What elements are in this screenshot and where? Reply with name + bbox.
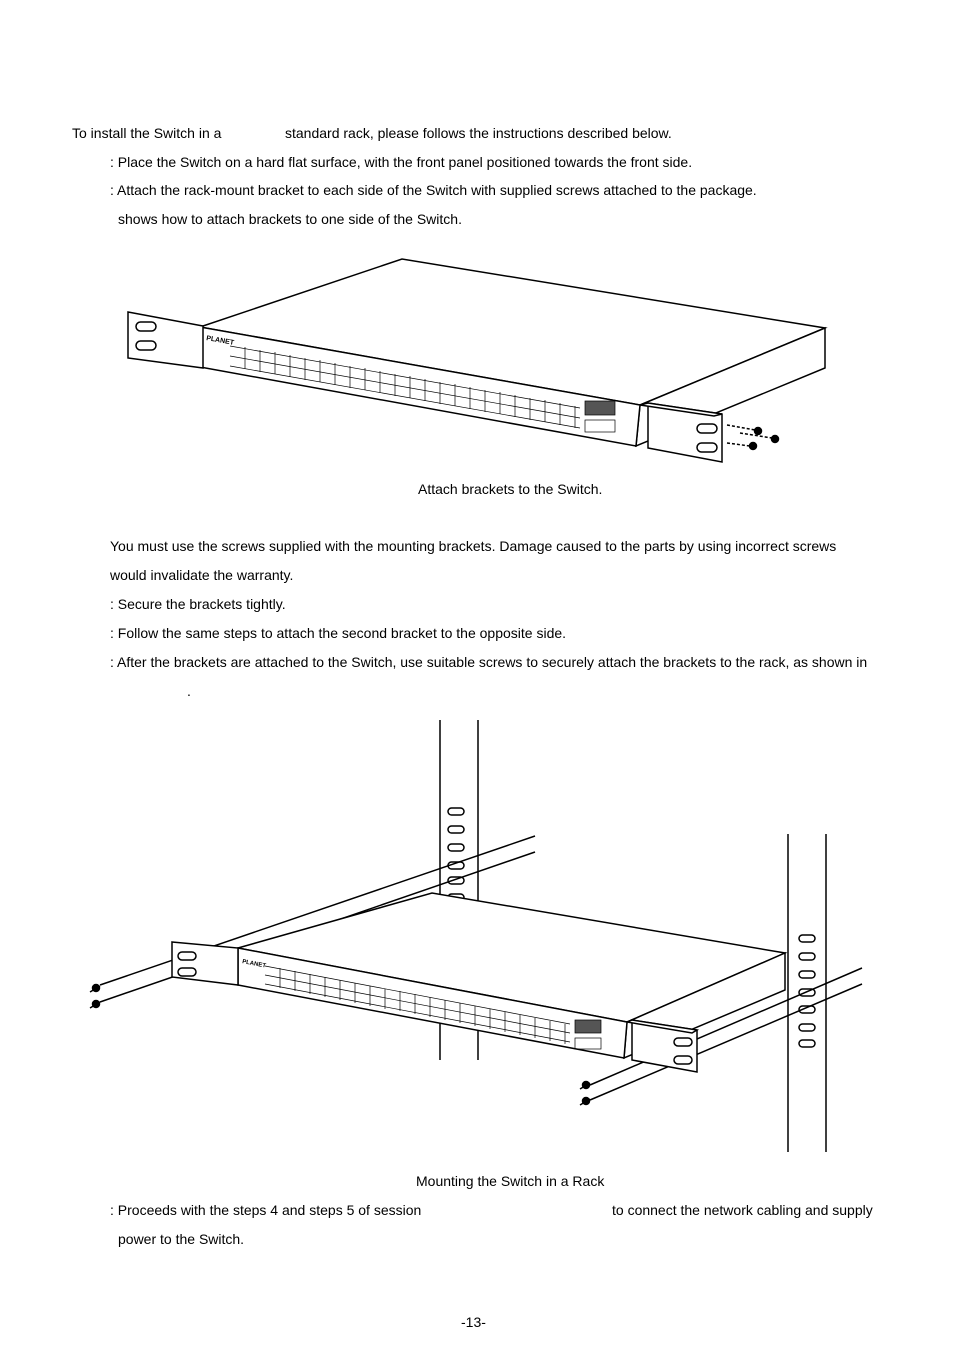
- figure-2-caption: Mounting the Switch in a Rack: [416, 1173, 605, 1189]
- note-line-2: would invalidate the warranty.: [110, 567, 294, 583]
- note-line-1: You must use the screws supplied with the mounting brackets. Damage caused to the parts by using incorrect screws: [110, 538, 837, 554]
- step-2-text: : Attach the rack-mount bracket to each side of the Switch with supplied screws attached to the package.: [110, 182, 757, 198]
- intro-part2: standard rack, please follows the instructions described below.: [285, 125, 672, 141]
- brand-logo-2: PLANET: [241, 959, 267, 970]
- left-rack-bracket: [172, 942, 238, 985]
- figure-rack-mount: [0, 715, 954, 1155]
- figure-attach-brackets: [0, 250, 954, 490]
- step-5-continuation: .: [187, 683, 191, 699]
- left-bracket: [128, 312, 203, 368]
- step-4-text: : Follow the same steps to attach the second bracket to the opposite side.: [110, 625, 567, 641]
- step-5-text: : After the brackets are attached to the Switch, use suitable screws to securely attach the brackets to the rack, as shown in: [110, 654, 868, 670]
- step-6-continuation: power to the Switch.: [118, 1231, 245, 1247]
- step-6-text-a: : Proceeds with the steps 4 and steps 5 of session: [110, 1202, 422, 1218]
- step-2-continuation: shows how to attach brackets to one side of the Switch.: [118, 211, 462, 227]
- step-3-text: : Secure the brackets tightly.: [110, 596, 286, 612]
- intro-part1: To install the Switch in a: [72, 125, 222, 141]
- step-1-text: : Place the Switch on a hard flat surface, with the front panel positioned towards the front side.: [110, 154, 693, 170]
- step-6-text-b: to connect the network cabling and supply: [612, 1202, 873, 1218]
- page-number: -13-: [461, 1314, 486, 1330]
- brand-logo-1: PLANET: [205, 335, 235, 347]
- figure-1-caption: Attach brackets to the Switch.: [418, 481, 603, 497]
